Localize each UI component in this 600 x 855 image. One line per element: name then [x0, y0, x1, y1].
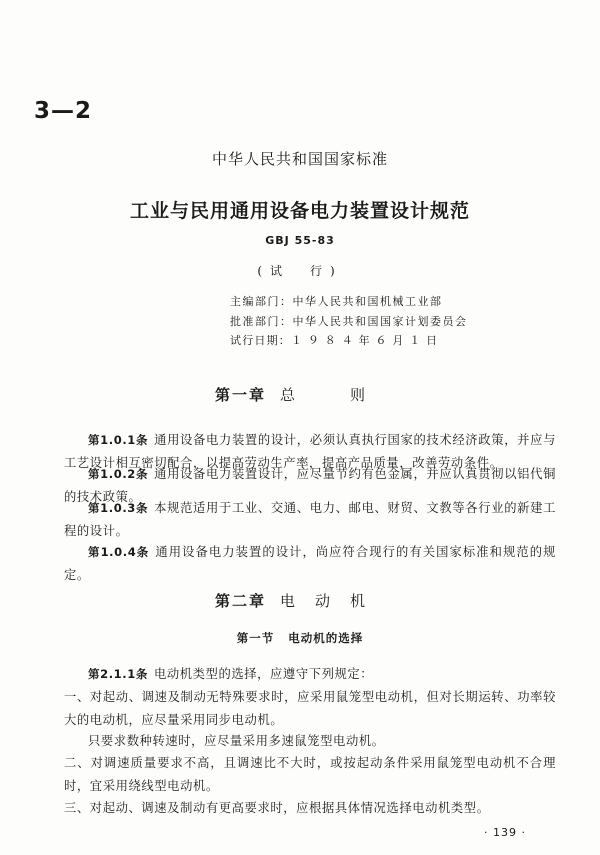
chief-department: 主编部门：中华人民共和国机械工业部	[230, 295, 443, 308]
clause-item-1: 一、对起动、调速及制动无特殊要求时，应采用鼠笼型电动机，但对长期运转、功率较大的电动机，应尽量采用同步电动机。	[64, 690, 556, 727]
section-name: 电动机的选择	[288, 631, 364, 645]
article-text: 电动机类型的选择，应遵守下列规定：	[153, 667, 374, 681]
clause-item-3: 三、对起动、调速及制动有更高要求时，应根据具体情况选择电动机类型。	[64, 801, 490, 815]
chapter-2-name: 电动机	[280, 592, 386, 610]
section-1-heading	[0, 630, 600, 646]
article-text: 通用设备电力装置的设计，必须认真执行国家的技术经济政策，并应与工艺设计相互密切配合，以提高劳动生产率，提高产品质量，改善劳动条件。	[64, 433, 556, 470]
article-text: 通用设备电力装置设计，应尽量节约有色金属，并应认真贯彻以铝代铜的技术政策。	[64, 467, 556, 504]
chapter-2-number: 第二章	[214, 592, 266, 610]
document-title: 工业与民用通用设备电力装置设计规范	[129, 200, 470, 222]
section-number: 第一节	[236, 631, 275, 645]
article-2-1-1	[64, 663, 556, 686]
national-standard-label: 中华人民共和国国家标准	[211, 150, 388, 168]
article-text: 通用设备电力装置的设计，尚应符合现行的有关国家标准和规范的规定。	[64, 545, 556, 582]
chapter-1-name: 总 则	[280, 386, 386, 404]
article-number: 第1.0.1条	[88, 433, 149, 447]
article-number: 第2.1.1条	[88, 667, 148, 681]
clause-item-1-note: 只要求数种转速时，应尽量采用多速鼠笼型电动机。	[88, 734, 385, 748]
article-number: 第1.0.2条	[88, 467, 149, 481]
article-1-0-4	[64, 541, 556, 586]
trial-date: 试行日期：１ ９ ８ ４ 年 ６ 月 １ 日	[230, 334, 439, 347]
page-code: 3—2	[34, 98, 93, 124]
article-1-0-3	[64, 497, 556, 542]
approval-department: 批准部门：中华人民共和国国家计划委员会	[230, 315, 468, 328]
article-number: 第1.0.4条	[88, 545, 150, 559]
clause-item-2: 二、对调速质量要求不高，且调速比不大时，或按起动条件采用鼠笼型电动机不合理时，宜采用绕线型电动机。	[64, 756, 556, 793]
page-number: · 139 ·	[484, 826, 526, 839]
standard-code: GBJ 55-83	[265, 234, 335, 247]
chapter-1-number: 第一章	[214, 386, 266, 404]
article-text: 本规范适用于工业、交通、电力、邮电、财贸、文教等各行业的新建工程的设计。	[64, 501, 556, 538]
chapter-1-heading	[0, 384, 600, 405]
article-number: 第1.0.3条	[88, 501, 149, 515]
chapter-2-heading	[0, 590, 600, 611]
trial-status: (试 行)	[257, 264, 343, 278]
